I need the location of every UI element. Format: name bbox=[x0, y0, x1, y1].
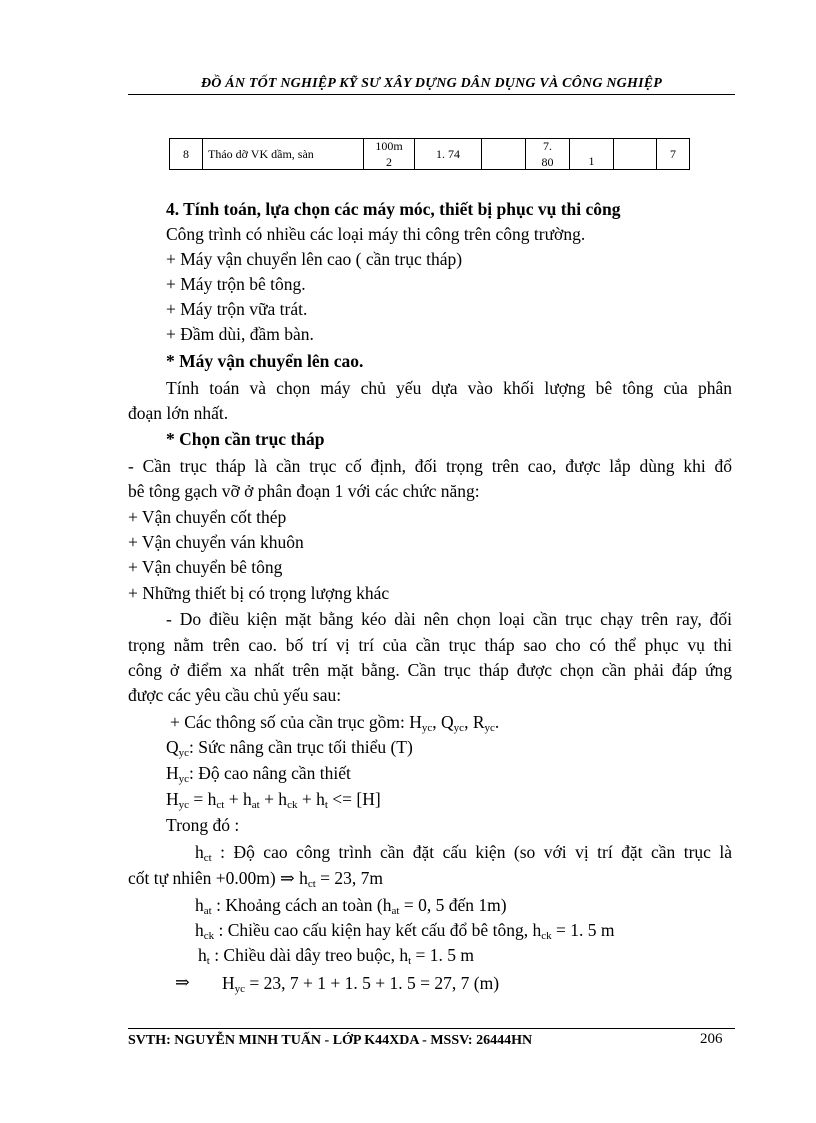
function-item: + Những thiết bị có trọng lượng khác bbox=[128, 583, 390, 603]
cell-c7: 1 bbox=[570, 139, 614, 170]
c6-top: 7. bbox=[543, 139, 552, 153]
machine-item: + Đầm dùi, đầm bàn. bbox=[166, 324, 314, 344]
function-item: + Vận chuyển ván khuôn bbox=[128, 532, 304, 552]
para-1-line: đoạn lớn nhất. bbox=[128, 403, 229, 423]
para-3-line: công ở điểm xa nhất trên mặt bằng. Cần trục tháp được chọn cần phải đáp ứng bbox=[128, 660, 732, 680]
para-2-line: - Cần trục tháp là cần trục cố định, đối trọng trên cao, được lắp dùng khi đổ bbox=[128, 456, 732, 476]
qyc-definition: $Q_{yc}$: Sức nâng cần trục tối thiểu (T) bbox=[166, 737, 413, 759]
section-heading: 4. Tính toán, lựa chọn các máy móc, thiết bị phục vụ thi công bbox=[166, 199, 621, 219]
para-3-line: trọng nằm trên cao. bố trí vị trí của cần trục tháp sao cho có thể phục vụ thi bbox=[128, 635, 732, 655]
where-label: Trong đó : bbox=[166, 815, 240, 835]
para-2-line: bê tông gạch vỡ ở phân đoạn 1 với các chức năng: bbox=[128, 481, 480, 501]
hct-value-line: cốt tự nhiên +0.00m) ⇒ $h_{ct} = 23$, 7m bbox=[128, 868, 384, 890]
page-header-title: ĐỒ ÁN TỐT NGHIỆP KỸ SƯ XÂY DỰNG DÂN DỤNG VÀ CÔNG NGHIỆP bbox=[200, 76, 663, 91]
cell-c8 bbox=[614, 139, 657, 170]
para-3-line: - Do điều kiện mặt bằng kéo dài nên chọn loại cần trục chạy trên ray, đối bbox=[166, 609, 732, 629]
cell-c6 bbox=[526, 139, 570, 170]
hyc-result: $H_{yc} = 23$, 7 + 1 + 1. 5 + 1. 5 = 27, 7 (m) bbox=[222, 973, 500, 995]
para-3-line: được các yêu cầu chủ yếu sau: bbox=[128, 685, 342, 705]
function-item: + Vận chuyển cốt thép bbox=[128, 507, 287, 527]
work-table bbox=[169, 138, 690, 170]
cell-stt: 8 bbox=[170, 139, 203, 170]
machine-item: + Máy vận chuyển lên cao ( cần trục tháp) bbox=[166, 249, 463, 269]
cell-name: Tháo dỡ VK dầm, sàn bbox=[203, 139, 364, 170]
cell-c5 bbox=[482, 139, 526, 170]
hat-definition: $h_{at}$ : Khoảng cách an toàn ($h_{at} = 0$, 5 đến 1m) bbox=[195, 895, 507, 917]
unit-top: 100m bbox=[375, 139, 403, 153]
hct-definition: $h_{ct}$ : Độ cao công trình cần đặt cấu kiện (so với vị trí đặt cần trục là bbox=[195, 842, 732, 864]
hck-definition: $h_{ck}$ : Chiều cao cấu kiện hay kết cấu đổ bê tông, $h_{ck} = 1$. 5 m bbox=[195, 920, 615, 942]
machine-item: + Máy trộn vữa trát. bbox=[166, 299, 308, 319]
unit-bottom: 2 bbox=[386, 155, 392, 169]
para-1-line: Tính toán và chọn máy chủ yếu dựa vào khối lượng bê tông của phân bbox=[166, 378, 732, 398]
sub-heading-hoist: * Máy vận chuyển lên cao. bbox=[166, 351, 364, 371]
page-number: 206 bbox=[700, 1031, 723, 1047]
sub-heading-crane: * Chọn cần trục tháp bbox=[166, 429, 325, 449]
footer-divider bbox=[128, 1028, 735, 1029]
hyc-definition: $H_{yc}$: Độ cao nâng cần thiết bbox=[166, 763, 351, 785]
footer-student-info: SVTH: NGUYỄN MINH TUẤN - LỚP K44XDA - MSSV: 26444HN bbox=[128, 1033, 533, 1048]
function-item: + Vận chuyển bê tông bbox=[128, 557, 283, 577]
machine-item: + Máy trộn bê tông. bbox=[166, 274, 306, 294]
cell-qty: 1. 74 bbox=[415, 139, 482, 170]
crane-params-line: + Các thông số của cần trục gồm: $H_{yc}$, $Q_{yc}$, $R_{yc}$. bbox=[170, 712, 500, 734]
intro-text: Công trình có nhiều các loại máy thi công trên công trường. bbox=[166, 224, 586, 244]
c6-bottom: 80 bbox=[541, 155, 554, 169]
cell-c9: 7 bbox=[657, 139, 690, 170]
cell-unit bbox=[364, 139, 415, 170]
ht-definition: $h_t$ : Chiều dài dây treo buộc, $h_t = 1$. 5 m bbox=[198, 945, 475, 967]
result-arrow: ⇒ bbox=[175, 972, 190, 992]
table-row bbox=[170, 139, 690, 170]
header-divider bbox=[128, 94, 735, 95]
hyc-formula: $H_{yc} = h_{ct} + h_{at} + h_{ck} + h_t <= [H]$ bbox=[166, 789, 381, 811]
